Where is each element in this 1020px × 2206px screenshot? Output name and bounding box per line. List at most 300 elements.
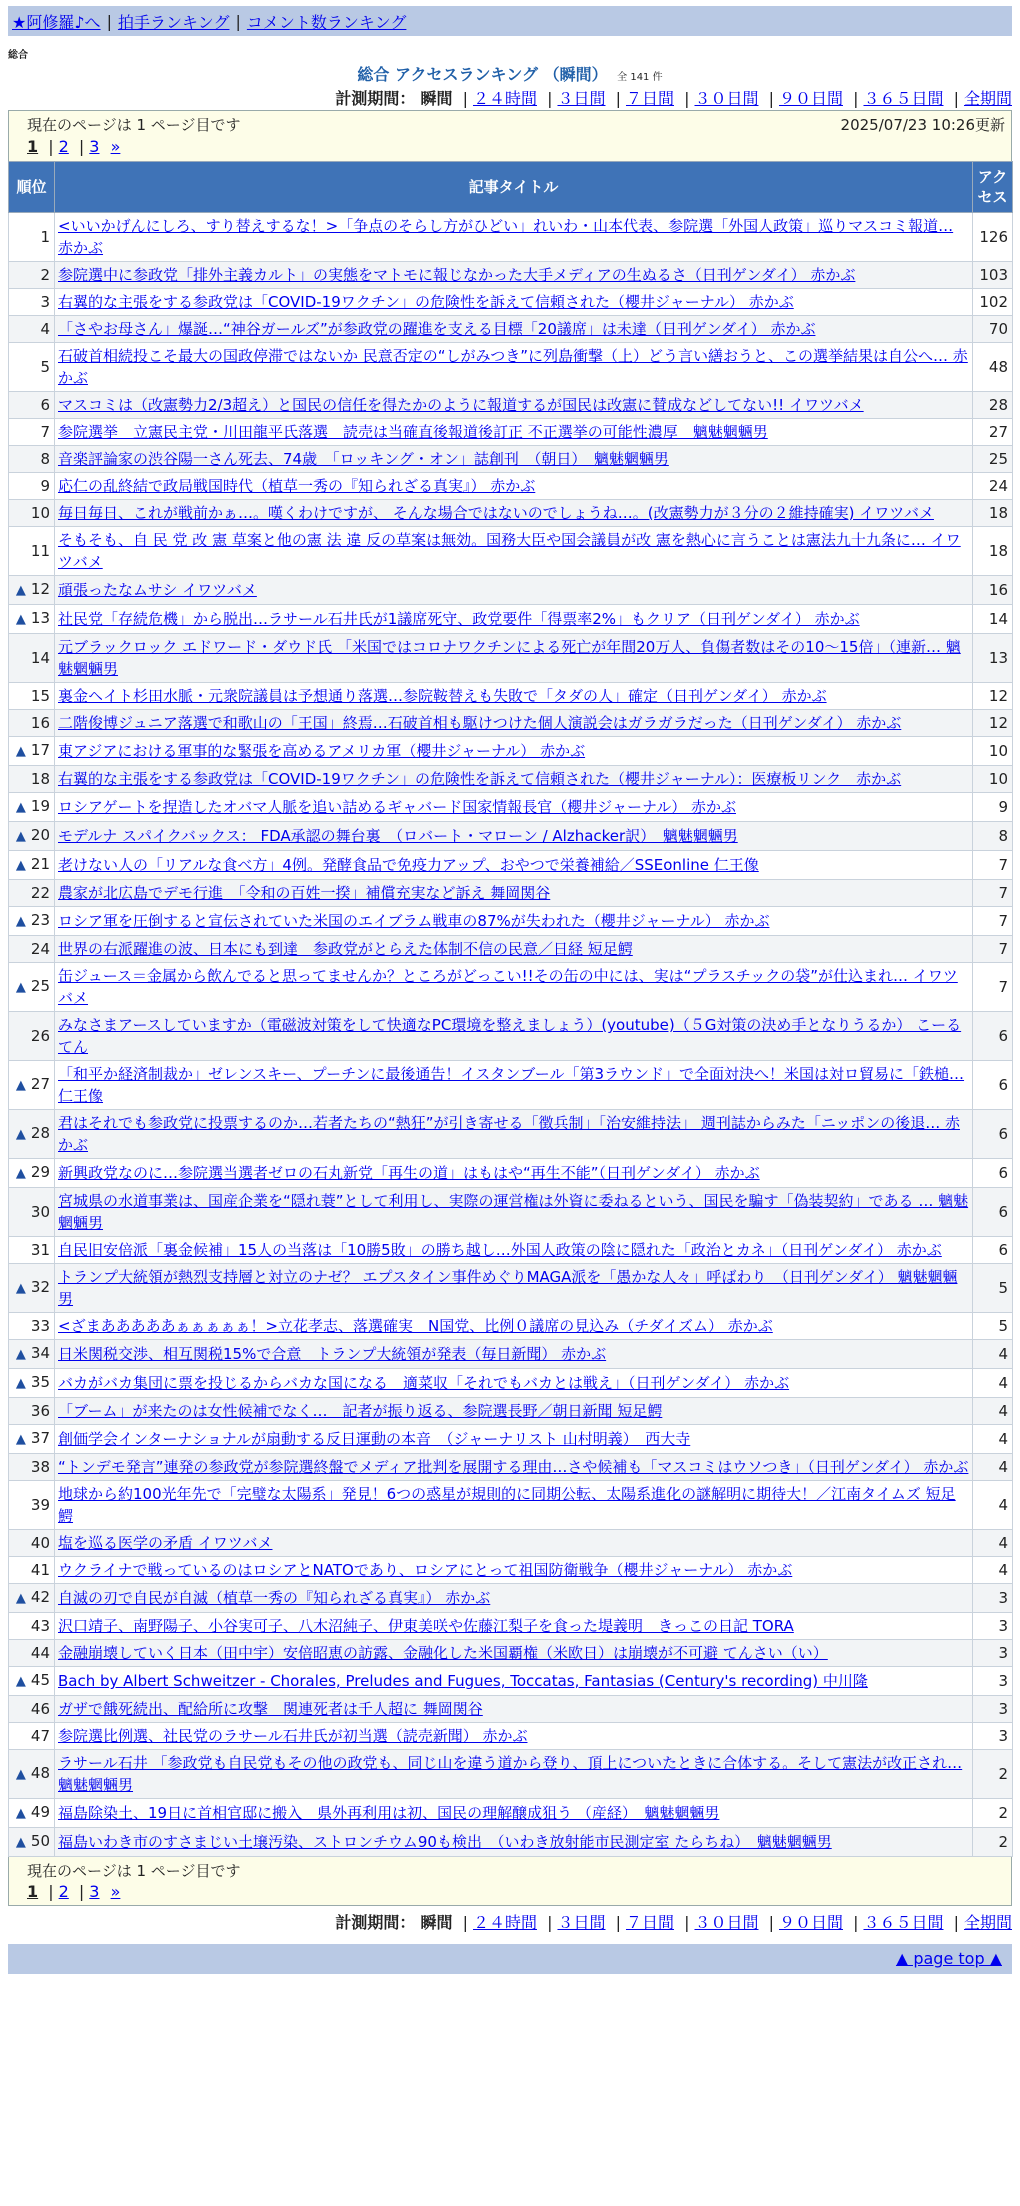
access-count: 4 <box>973 1340 1013 1369</box>
article-title-link[interactable]: 地球から約100光年先で「完璧な太陽系」発見！6つの惑星が規則的に同期公転、太陽系進化の謎解明に期待大！／江南タイムズ 短足鰐 <box>58 1485 956 1525</box>
rank-number: 45 <box>30 1671 50 1689</box>
rank-cell <box>9 1061 55 1110</box>
table-row <box>9 1159 1013 1188</box>
article-title-link[interactable]: ガザで餓死続出、配給所に攻撃 関連死者は千人超に 舞岡関谷 <box>58 1700 483 1718</box>
table-row <box>9 766 1013 793</box>
article-title-link[interactable]: そもそも、自 民 党 改 憲 草案と他の憲 法 違 反の草案は無効。国務大臣や国会議員が改 憲を熱心に言うことは憲法九十九条に… イワツバメ <box>58 531 961 571</box>
rank-number: 40 <box>30 1534 50 1552</box>
rank-cell <box>9 527 55 576</box>
title-cell <box>55 419 973 446</box>
rank-number: 20 <box>30 826 50 844</box>
table-row <box>9 500 1013 527</box>
period-link-7d[interactable]: ７日間 <box>625 89 674 108</box>
rank-cell <box>9 262 55 289</box>
access-count: 3 <box>973 1723 1013 1750</box>
rank-number: 39 <box>30 1496 50 1514</box>
up-arrow-icon: ▲ <box>15 1591 26 1606</box>
access-count: 4 <box>973 1398 1013 1425</box>
rank-cell <box>9 737 55 766</box>
rank-number: 30 <box>30 1203 50 1221</box>
rank-number: 11 <box>30 542 50 560</box>
rank-number: 7 <box>40 423 50 441</box>
access-count: 7 <box>973 907 1013 936</box>
title-cell <box>55 1061 973 1110</box>
access-count: 4 <box>973 1425 1013 1454</box>
period-link-90d-bottom[interactable]: ９０日間 <box>778 1913 843 1932</box>
table-row <box>9 1012 1013 1061</box>
table-row <box>9 793 1013 822</box>
rank-cell <box>9 1584 55 1613</box>
title-cell <box>55 343 973 392</box>
article-title-link[interactable]: ロシアゲートを捏造したオバマ人脈を追い詰めるギャバード国家情報長官（櫻井ジャーナル） 赤かぶ <box>58 798 736 816</box>
rank-cell <box>9 793 55 822</box>
period-link-24h[interactable]: ２４時間 <box>472 89 537 108</box>
article-title-link[interactable]: 世界の右派躍進の波、日本にも到達 参政党がとらえた体制不信の民意／日経 短足鰐 <box>58 940 633 958</box>
rank-cell <box>9 880 55 907</box>
rank-number: 42 <box>30 1588 50 1606</box>
rank-cell <box>9 1557 55 1584</box>
rank-cell <box>9 1313 55 1340</box>
table-row <box>9 851 1013 880</box>
title-cell <box>55 1110 973 1159</box>
rank-cell <box>9 710 55 737</box>
rank-cell <box>9 392 55 419</box>
access-count: 12 <box>973 710 1013 737</box>
table-header-row <box>9 162 1013 213</box>
article-title-link[interactable]: 日米関税交渉、相互関税15%で合意 トランプ大統領が発表（毎日新聞） 赤かぶ <box>58 1345 607 1363</box>
period-link-30d-bottom[interactable]: ３０日間 <box>694 1913 759 1932</box>
access-count: 12 <box>973 683 1013 710</box>
table-row <box>9 1723 1013 1750</box>
article-title-link[interactable]: 毎日毎日、これが戦前かぁ…。嘆くわけですが、 そんな場合ではないのでしょうね…。(改憲勢力が３分の２維持確実) イワツバメ <box>58 504 934 522</box>
table-row <box>9 683 1013 710</box>
access-count: 4 <box>973 1481 1013 1530</box>
rank-number: 50 <box>30 1832 50 1850</box>
title-cell <box>55 963 973 1012</box>
title-cell <box>55 527 973 576</box>
table-row <box>9 1369 1013 1398</box>
article-title-link[interactable]: 塩を巡る医学の矛盾 イワツバメ <box>58 1534 273 1552</box>
period-selector-top: 計測期間： 瞬間 | ２４時間 | ３日間 | ７日間 | ３０日間 | ９０日間 | ３６５日間 | 全期間 <box>335 89 1012 108</box>
article-title-link[interactable]: 「和平か経済制裁か」ゼレンスキー、プーチンに最後通告！イスタンブール「第3ラウンド」で全面対決へ！米国は対ロ貿易に「鉄槌… 仁王像 <box>58 1065 965 1105</box>
rank-cell <box>9 683 55 710</box>
table-row <box>9 605 1013 634</box>
title-cell <box>55 213 973 262</box>
pager-link-3-bottom[interactable]: 3 <box>89 1882 100 1901</box>
table-row <box>9 1481 1013 1530</box>
pager-link-2[interactable]: 2 <box>58 137 69 156</box>
rank-cell <box>9 1454 55 1481</box>
article-title-link[interactable]: 右翼的な主張をする参政党は「COVID-19ワクチン」の危険性を訴えて信頼された（櫻井ジャーナル）：医療板リンク 赤かぶ <box>58 770 902 788</box>
table-row <box>9 822 1013 851</box>
rank-number: 1 <box>40 228 50 246</box>
title-cell <box>55 446 973 473</box>
access-count: 6 <box>973 1061 1013 1110</box>
up-arrow-icon: ▲ <box>15 980 26 995</box>
title-cell <box>55 1799 973 1828</box>
pager-current: 1 <box>27 137 39 156</box>
up-arrow-icon: ▲ <box>15 800 26 815</box>
rank-cell <box>9 1640 55 1667</box>
article-title-link[interactable]: 福島除染土、19日に首相官邸に搬入 県外再利用は初、国民の理解醸成狙う （産経） 魑魅魍魎男 <box>58 1804 720 1822</box>
article-title-link[interactable]: Bach by Albert Schweitzer - Chorales, Preludes and Fugues, Toccatas, Fantasias (Century's recording) 中川隆 <box>58 1672 868 1690</box>
header-access: アクセス <box>973 162 1013 213</box>
rank-number: 12 <box>30 580 50 598</box>
nav-link-asyura-home[interactable]: ★阿修羅♪へ <box>12 12 101 32</box>
rank-cell <box>9 446 55 473</box>
table-row <box>9 527 1013 576</box>
title-cell <box>55 289 973 316</box>
access-count: 6 <box>973 1110 1013 1159</box>
access-count: 8 <box>973 822 1013 851</box>
access-count: 16 <box>973 576 1013 605</box>
table-row <box>9 316 1013 343</box>
title-cell <box>55 851 973 880</box>
access-count: 25 <box>973 446 1013 473</box>
title-cell <box>55 1159 973 1188</box>
article-title-link[interactable]: 金融崩壊していく日本（田中宇）安倍昭恵の訪露、金融化した米国覇権（米欧日）は崩壊が不可避 てんさい（い） <box>58 1644 828 1662</box>
rank-number: 13 <box>30 609 50 627</box>
article-title-link[interactable]: 二階俊博ジュニア落選で和歌山の「王国」終焉…石破首相も駆けつけた個人演説会はガラガラだった（日刊ゲンダイ） 赤かぶ <box>58 714 902 732</box>
rank-number: 46 <box>30 1700 50 1718</box>
current-page-text-bottom: 現在のページは 1 ページ目です <box>27 1862 241 1880</box>
article-title-link[interactable]: 自滅の刃で自民が自滅（植草一秀の『知られざる真実』） 赤かぶ <box>58 1589 491 1607</box>
access-count: 28 <box>973 392 1013 419</box>
article-title-link[interactable]: 石破首相続投こそ最大の国政停滞ではないか 民意否定の“しがみつき”に列島衝撃（上）どう言い繕おうと、この選挙結果は自公へ… 赤かぶ <box>58 347 968 387</box>
rank-cell <box>9 907 55 936</box>
rank-cell <box>9 1159 55 1188</box>
rank-number: 18 <box>30 770 50 788</box>
access-count: 4 <box>973 1557 1013 1584</box>
rank-number: 36 <box>30 1402 50 1420</box>
title-cell <box>55 1398 973 1425</box>
article-title-link[interactable]: トランプ大統領が熱烈支持層と対立のナゼ？ エプスタイン事件めぐりMAGA派を「愚かな人々」呼ばわり （日刊ゲンダイ） 魑魅魍魎男 <box>58 1268 958 1308</box>
access-count: 4 <box>973 1454 1013 1481</box>
nav-link-clap-ranking[interactable]: 拍手ランキング <box>117 12 230 32</box>
header-rank: 順位 <box>9 162 55 213</box>
article-title-link[interactable]: 東アジアにおける軍事的な緊張を高めるアメリカ軍（櫻井ジャーナル） 赤かぶ <box>58 742 586 760</box>
article-title-link[interactable]: 老けない人の「リアルな食べ方」4例。発酵食品で免疫力アップ、おやつで栄養補給／SSEonline 仁王像 <box>58 856 759 874</box>
access-count: 3 <box>973 1613 1013 1640</box>
table-row <box>9 1188 1013 1237</box>
rank-number: 19 <box>30 797 50 815</box>
table-row <box>9 963 1013 1012</box>
period-link-90d[interactable]: ９０日間 <box>778 89 843 108</box>
up-arrow-icon: ▲ <box>15 1281 26 1296</box>
rank-cell <box>9 1369 55 1398</box>
pager-link-3[interactable]: 3 <box>89 137 100 156</box>
access-count: 5 <box>973 1264 1013 1313</box>
article-title-link[interactable]: みなさまアースしていますか（電磁波対策をして快適なPC環境を整えましょう）(youtube)（５G対策の決め手となりうるか） こーるてん <box>58 1016 962 1056</box>
rank-number: 47 <box>30 1727 50 1745</box>
rank-number: 22 <box>30 884 50 902</box>
rank-cell <box>9 1237 55 1264</box>
title-cell <box>55 936 973 963</box>
title-cell <box>55 1012 973 1061</box>
article-title-link[interactable]: 参院選中に参政党「排外主義カルト」の実態をマトモに報じなかった大手メディアの生ぬるさ（日刊ゲンダイ） 赤かぶ <box>58 266 856 284</box>
table-row <box>9 289 1013 316</box>
table-row <box>9 1237 1013 1264</box>
title-cell <box>55 1557 973 1584</box>
rank-cell <box>9 1667 55 1696</box>
pager-bottom: 1 | 2 | 3 » <box>27 1882 121 1901</box>
access-count: 7 <box>973 936 1013 963</box>
rank-cell <box>9 316 55 343</box>
title-cell <box>55 1454 973 1481</box>
table-row <box>9 1696 1013 1723</box>
title-cell <box>55 392 973 419</box>
access-count: 27 <box>973 419 1013 446</box>
title-cell <box>55 1828 973 1857</box>
rank-cell <box>9 1481 55 1530</box>
rank-number: 25 <box>30 977 50 995</box>
article-title-link[interactable]: モデルナ スパイクバックス： FDA承認の舞台裏 （ロバート・マローン / Alzhacker訳） 魑魅魍魎男 <box>58 827 738 845</box>
rank-number: 10 <box>30 504 50 522</box>
rank-cell <box>9 963 55 1012</box>
title-cell <box>55 793 973 822</box>
page-title <box>0 62 1020 86</box>
table-row <box>9 907 1013 936</box>
table-row <box>9 392 1013 419</box>
access-count: 7 <box>973 880 1013 907</box>
access-count: 10 <box>973 737 1013 766</box>
access-count: 6 <box>973 1159 1013 1188</box>
article-title-link[interactable]: “トンデモ発言”連発の参政党が参院選終盤でメディア批判を展開する理由…さや候補も「マスコミはウソつき」（日刊ゲンダイ） 赤かぶ <box>58 1458 969 1476</box>
rank-cell <box>9 634 55 683</box>
period-link-365d[interactable]: ３６５日間 <box>863 89 944 108</box>
access-count: 18 <box>973 527 1013 576</box>
access-count: 7 <box>973 851 1013 880</box>
article-title-link[interactable]: ウクライナで戦っているのはロシアとNATOであり、ロシアにとって祖国防衛戦争（櫻井ジャーナル） 赤かぶ <box>58 1561 793 1579</box>
rank-cell <box>9 936 55 963</box>
rank-cell <box>9 343 55 392</box>
access-count: 10 <box>973 766 1013 793</box>
rank-number: 17 <box>30 741 50 759</box>
period-current-bottom: 瞬間 <box>420 1913 453 1932</box>
access-count: 3 <box>973 1696 1013 1723</box>
title-cell <box>55 1264 973 1313</box>
pager-next[interactable]: » <box>110 137 121 156</box>
access-count: 3 <box>973 1584 1013 1613</box>
rank-cell <box>9 1696 55 1723</box>
top-nav-bar <box>8 6 1012 36</box>
article-title-link[interactable]: 缶ジュース＝金属から飲んでると思ってませんか？ところがどっこい!!その缶の中には、実は“プラスチックの袋”が仕込まれ… イワツバメ <box>58 967 958 1007</box>
article-title-link[interactable]: 福島いわき市のすさまじい土壌汚染、ストロンチウム90も検出 （いわき放射能市民測定室 たらちね） 魑魅魍魎男 <box>58 1833 832 1851</box>
rank-cell <box>9 1398 55 1425</box>
rank-number: 37 <box>30 1429 50 1447</box>
article-title-link[interactable]: 宮城県の水道事業は、国産企業を“隠れ蓑”として利用し、実際の運営権は外資に委ねるという、国民を騙す「偽装契約」である … 魑魅魍魎男 <box>58 1192 969 1232</box>
table-row <box>9 1828 1013 1857</box>
period-link-3d-bottom[interactable]: ３日間 <box>557 1913 606 1932</box>
rank-cell <box>9 822 55 851</box>
title-cell <box>55 1613 973 1640</box>
table-row <box>9 1398 1013 1425</box>
title-cell <box>55 605 973 634</box>
article-title-link[interactable]: マスコミは（改憲勢力2/3超え）と国民の信任を得たかのように報道するが国民は改憲に賛成などしてない!! イワツバメ <box>58 396 864 414</box>
access-count: 102 <box>973 289 1013 316</box>
article-title-link[interactable]: 音楽評論家の渋谷陽一さん死去、74歳 「ロッキング・オン」誌創刊 （朝日） 魑魅魍魎男 <box>58 450 669 468</box>
access-count: 18 <box>973 500 1013 527</box>
rank-number: 2 <box>40 266 50 284</box>
table-row <box>9 473 1013 500</box>
rank-number: 24 <box>30 940 50 958</box>
title-cell <box>55 262 973 289</box>
title-cell <box>55 1369 973 1398</box>
table-row <box>9 634 1013 683</box>
article-title-link[interactable]: 「さやお母さん」爆誕…“神谷ガールズ”が参政党の躍進を支える目標「20議席」は未達（日刊ゲンダイ） 赤かぶ <box>58 320 816 338</box>
rank-cell <box>9 289 55 316</box>
table-row <box>9 343 1013 392</box>
pager-link-2-bottom[interactable]: 2 <box>58 1882 69 1901</box>
title-cell <box>55 907 973 936</box>
article-title-link[interactable]: 農家が北広島でデモ行進 「令和の百姓一揆」補償充実など訴え 舞岡関谷 <box>58 884 551 902</box>
period-link-365d-bottom[interactable]: ３６５日間 <box>863 1913 944 1932</box>
rank-number: 44 <box>30 1644 50 1662</box>
rank-number: 23 <box>30 911 50 929</box>
table-row <box>9 880 1013 907</box>
rank-number: 5 <box>40 358 50 376</box>
article-title-link[interactable]: 頑張ったなムサシ イワツバメ <box>58 581 257 599</box>
article-title-link[interactable]: 裏金ヘイト杉田水脈・元衆院議員は予想通り落選…参院鞍替えも失敗で「タダの人」確定（日刊ゲンダイ） 赤かぶ <box>58 687 827 705</box>
period-link-30d[interactable]: ３０日間 <box>694 89 759 108</box>
access-count: 2 <box>973 1799 1013 1828</box>
article-title-link[interactable]: 君はそれでも参政党に投票するのか…若者たちの“熱狂”が引き寄せる「徴兵制」「治安維持法」 週刊誌からみた「ニッポンの後退… 赤かぶ <box>58 1114 960 1154</box>
title-cell <box>55 766 973 793</box>
article-title-link[interactable]: ラサール石井 「参政党も自民党もその他の政党も、同じ山を違う道から登り、頂上についたときに合体する。そして憲法が改正され… 魑魅魍魎男 <box>58 1754 963 1794</box>
title-cell <box>55 473 973 500</box>
bottom-bar <box>8 1944 1012 1974</box>
up-arrow-icon: ▲ <box>15 1376 26 1391</box>
rank-number: 15 <box>30 687 50 705</box>
rank-number: 28 <box>30 1124 50 1142</box>
table-row <box>9 419 1013 446</box>
header-title: 記事タイトル <box>55 162 973 213</box>
up-arrow-icon: ▲ <box>15 829 26 844</box>
article-title-link[interactable]: バカがバカ集団に票を投じるからバカな国になる 適菜収「それでもバカとは戦え」（日刊ゲンダイ） 赤かぶ <box>58 1374 790 1392</box>
period-label-bottom: 計測期間： <box>335 1913 416 1932</box>
period-selector-bottom: 計測期間： 瞬間 | ２４時間 | ３日間 | ７日間 | ３０日間 | ９０日間 | ３６５日間 | 全期間 <box>335 1913 1012 1932</box>
article-title-link[interactable]: <いいかげんにしろ、すり替えするな！>「争点のそらし方がひどい」れいわ・山本代表、参院選「外国人政策」巡りマスコミ報道… 赤かぶ <box>58 217 954 257</box>
table-row <box>9 737 1013 766</box>
pager-next-bottom[interactable]: » <box>110 1882 121 1901</box>
up-arrow-icon: ▲ <box>15 612 26 627</box>
article-title-link[interactable]: 沢口靖子、南野陽子、小谷実可子、八木沼純子、伊東美咲や佐藤江梨子を食った堤義明 きっこの日記 TORA <box>58 1617 794 1635</box>
rank-cell <box>9 1340 55 1369</box>
title-cell <box>55 710 973 737</box>
rank-cell <box>9 1264 55 1313</box>
up-arrow-icon: ▲ <box>15 1347 26 1362</box>
rank-cell <box>9 1750 55 1799</box>
table-row <box>9 1667 1013 1696</box>
up-arrow-icon: ▲ <box>15 1432 26 1447</box>
table-row <box>9 1750 1013 1799</box>
title-cell <box>55 500 973 527</box>
updated-timestamp: 2025/07/23 10:26更新 <box>840 116 1005 134</box>
article-title-link[interactable]: 参院選比例選、社民党のラサール石井氏が初当選（読売新聞） 赤かぶ <box>58 1727 528 1745</box>
rank-cell <box>9 1723 55 1750</box>
period-link-24h-bottom[interactable]: ２４時間 <box>472 1913 537 1932</box>
period-link-7d-bottom[interactable]: ７日間 <box>625 1913 674 1932</box>
rank-cell <box>9 213 55 262</box>
rank-number: 35 <box>30 1373 50 1391</box>
up-arrow-icon: ▲ <box>15 744 26 759</box>
nav-separator: | <box>235 11 241 31</box>
article-title-link[interactable]: 自民旧安倍派「裏金候補」15人の当落は「10勝5敗」の勝ち越し…外国人政策の陰に隠れた「政治とカネ」（日刊ゲンダイ） 赤かぶ <box>58 1241 942 1259</box>
access-count: 7 <box>973 963 1013 1012</box>
period-current: 瞬間 <box>420 89 453 108</box>
title-cell <box>55 822 973 851</box>
page-info-top <box>8 110 1012 161</box>
access-count: 6 <box>973 1188 1013 1237</box>
page-top-link[interactable]: ▲ page top ▲ <box>895 1949 1002 1968</box>
table-row <box>9 1799 1013 1828</box>
nav-link-comment-ranking[interactable]: コメント数ランキング <box>246 12 407 32</box>
access-count: 9 <box>973 793 1013 822</box>
table-row <box>9 710 1013 737</box>
table-row <box>9 1584 1013 1613</box>
title-cell <box>55 634 973 683</box>
up-arrow-icon: ▲ <box>15 1835 26 1850</box>
title-cell <box>55 880 973 907</box>
article-title-link[interactable]: <ざまあああああぁぁぁぁぁ！>立花孝志、落選確実 N国党、比例０議席の見込み（チダイズム） 赤かぶ <box>58 1317 773 1335</box>
article-title-link[interactable]: 「ブーム」が来たのは女性候補でなく… 記者が振り返る、参院選長野／朝日新聞 短足鰐 <box>58 1402 663 1420</box>
period-link-all[interactable]: 全期間 <box>963 89 1012 108</box>
rank-number: 27 <box>30 1075 50 1093</box>
article-title-link[interactable]: 応仁の乱終結で政局戦国時代（植草一秀の『知られざる真実』） 赤かぶ <box>58 477 536 495</box>
rank-number: 34 <box>30 1344 50 1362</box>
rank-number: 16 <box>30 714 50 732</box>
rank-number: 3 <box>40 293 50 311</box>
rank-cell <box>9 419 55 446</box>
article-title-link[interactable]: 参院選挙 立憲民主党・川田龍平氏落選 読売は当確直後報道後訂正 不正選挙の可能性濃厚 魑魅魍魎男 <box>58 423 768 441</box>
table-row <box>9 1264 1013 1313</box>
rank-number: 8 <box>40 450 50 468</box>
article-title-link[interactable]: ロシア軍を圧倒すると宣伝されていた米国のエイブラム戦車の87%が失われた（櫻井ジャーナル） 赤かぶ <box>58 912 770 930</box>
access-count: 5 <box>973 1313 1013 1340</box>
title-cell <box>55 1584 973 1613</box>
rank-number: 4 <box>40 320 50 338</box>
rank-number: 49 <box>30 1803 50 1821</box>
up-arrow-icon: ▲ <box>15 1767 26 1782</box>
up-arrow-icon: ▲ <box>15 1166 26 1181</box>
rank-cell <box>9 576 55 605</box>
table-row <box>9 1313 1013 1340</box>
article-title-link[interactable]: 社民党「存続危機」から脱出…ラサール石井氏が1議席死守、政党要件「得票率2%」もクリア（日刊ゲンダイ） 赤かぶ <box>58 610 860 628</box>
article-title-link[interactable]: 右翼的な主張をする参政党は「COVID-19ワクチン」の危険性を訴えて信頼された（櫻井ジャーナル） 赤かぶ <box>58 293 794 311</box>
article-title-link[interactable]: 元ブラックロック エドワード・ダウド氏 「米国ではコロナワクチンによる死亡が年間20万人、負傷者数はその10〜15倍」（連新… 魑魅魍魎男 <box>58 638 961 678</box>
access-count: 70 <box>973 316 1013 343</box>
rank-cell <box>9 1110 55 1159</box>
table-row <box>9 446 1013 473</box>
rank-cell <box>9 500 55 527</box>
table-row <box>9 1454 1013 1481</box>
article-title-link[interactable]: 新興政党なのに…参院選当選者ゼロの石丸新党「再生の道」はもはや“再生不能”（日刊ゲンダイ） 赤かぶ <box>58 1164 760 1182</box>
period-link-all-bottom[interactable]: 全期間 <box>963 1913 1012 1932</box>
rank-number: 9 <box>40 477 50 495</box>
access-count: 4 <box>973 1530 1013 1557</box>
title-cell <box>55 1237 973 1264</box>
period-link-3d[interactable]: ３日間 <box>557 89 606 108</box>
rank-cell <box>9 1828 55 1857</box>
table-row <box>9 262 1013 289</box>
page-info-bottom <box>8 1857 1012 1906</box>
article-title-link[interactable]: 創価学会インターナショナルが扇動する反日運動の本音 （ジャーナリスト 山村明義） 西大寺 <box>58 1430 691 1448</box>
pager-top: 1 | 2 | 3 » <box>27 137 121 156</box>
table-row <box>9 1640 1013 1667</box>
title-cell <box>55 1640 973 1667</box>
title-cell <box>55 1530 973 1557</box>
ranking-table <box>8 161 1013 1857</box>
